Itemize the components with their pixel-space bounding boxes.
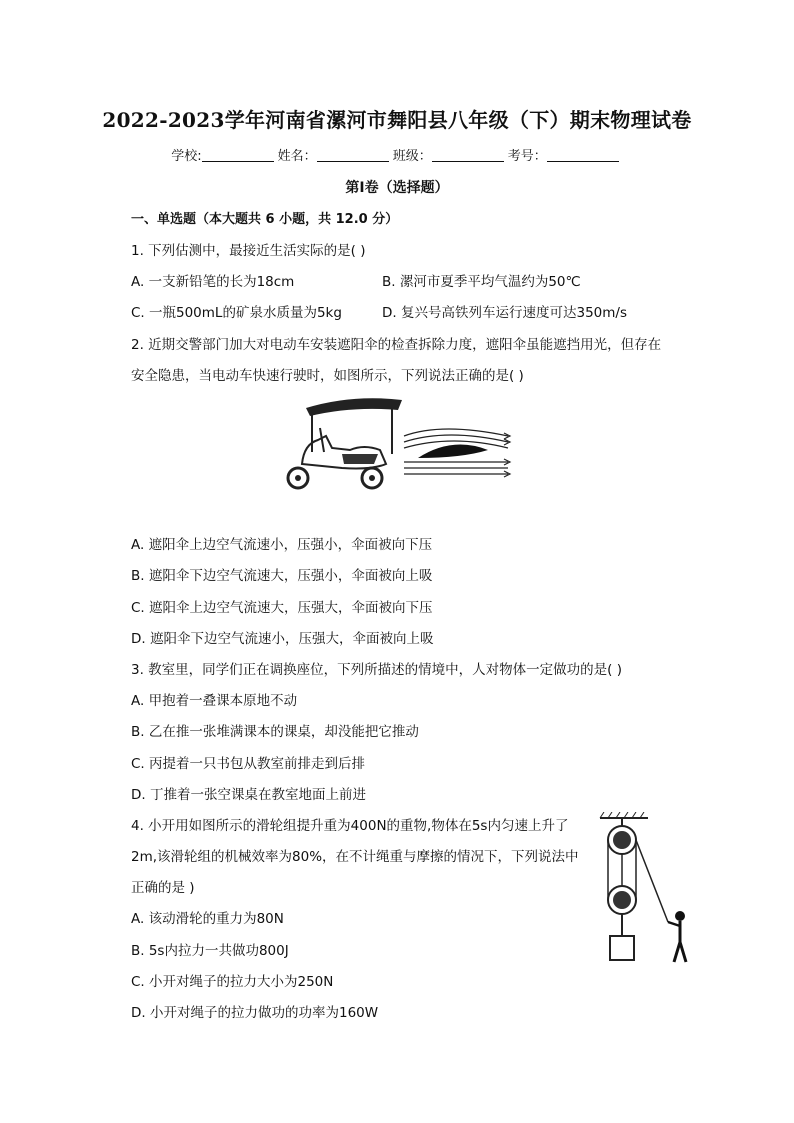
q4-stem-line2: 2m,该滑轮组的机械效率为80%，在不计绳重与摩擦的情况下，下列说法中 (131, 849, 579, 865)
q1-option-a: A. 一支新铅笔的长为18cm (131, 274, 295, 290)
class-label: 班级： (392, 149, 432, 164)
q4-option-a: A. 该动滑轮的重力为80N (131, 911, 284, 927)
school-label: 学校: (171, 149, 202, 164)
q4-stem-line1: 4. 小开用如图所示的滑轮组提升重为400N的重物,物体在5s内匀速上升了 (131, 818, 569, 834)
q4-option-d: D. 小开对绳子的拉力做功的功率为160W (131, 1005, 379, 1021)
class-blank (432, 149, 504, 162)
school-blank (202, 149, 274, 162)
q2-stem-line1: 2. 近期交警部门加大对电动车安装遮阳伞的检查拆除力度，遮阳伞虽能遮挡用光，但存在 (131, 337, 662, 353)
q1-option-d: D. 复兴号高铁列车运行速度可达350m/s (382, 305, 627, 321)
exam-no-blank (547, 149, 619, 162)
q3-stem: 3. 教室里，同学们正在调换座位，下列所描述的情境中，人对物体一定做功的是( ) (131, 662, 622, 678)
page-title: 2022-2023学年河南省漯河市舞阳县八年级（下）期末物理试卷 (102, 108, 692, 132)
q2-option-b: B. 遮阳伞下边空气流速大，压强小，伞面被向上吸 (131, 568, 433, 584)
q3-option-a: A. 甲抱着一叠课本原地不动 (131, 693, 298, 709)
q2-stem-line2: 安全隐患，当电动车快速行驶时，如图所示，下列说法正确的是( ) (131, 368, 524, 384)
q1-option-b: B. 漯河市夏季平均气温约为50℃ (382, 274, 581, 290)
volume-heading: 第I卷（选择题） (345, 180, 449, 196)
student-info-line (0, 145, 794, 164)
q2-option-d: D. 遮阳伞下边空气流速小，压强大，伞面被向上吸 (131, 631, 434, 647)
q4-option-c: C. 小开对绳子的拉力大小为250N (131, 974, 334, 990)
exam-no-label: 考号： (507, 149, 547, 164)
q2-option-a: A. 遮阳伞上边空气流速小，压强小，伞面被向下压 (131, 537, 433, 553)
q1-option-c: C. 一瓶500mL的矿泉水质量为5kg (131, 305, 342, 321)
name-blank (317, 149, 389, 162)
q4-option-b: B. 5s内拉力一共做功800J (131, 943, 289, 959)
q1-stem: 1. 下列估测中，最接近生活实际的是( ) (131, 243, 366, 259)
q3-option-b: B. 乙在推一张堆满课本的课桌，却没能把它推动 (131, 724, 419, 740)
q3-option-d: D. 丁推着一张空课桌在教室地面上前进 (131, 787, 366, 803)
q4-stem-line3: 正确的是 ) (131, 880, 195, 896)
name-label: 姓名： (277, 149, 317, 164)
q3-option-c: C. 丙提着一只书包从教室前排走到后排 (131, 756, 366, 772)
pulley-system-figure (596, 812, 696, 966)
scooter-umbrella-figure (282, 392, 512, 494)
section-heading: 一、单选题（本大题共 6 小题，共 12.0 分） (131, 212, 399, 227)
q2-option-c: C. 遮阳伞上边空气流速大，压强大，伞面被向下压 (131, 600, 433, 616)
